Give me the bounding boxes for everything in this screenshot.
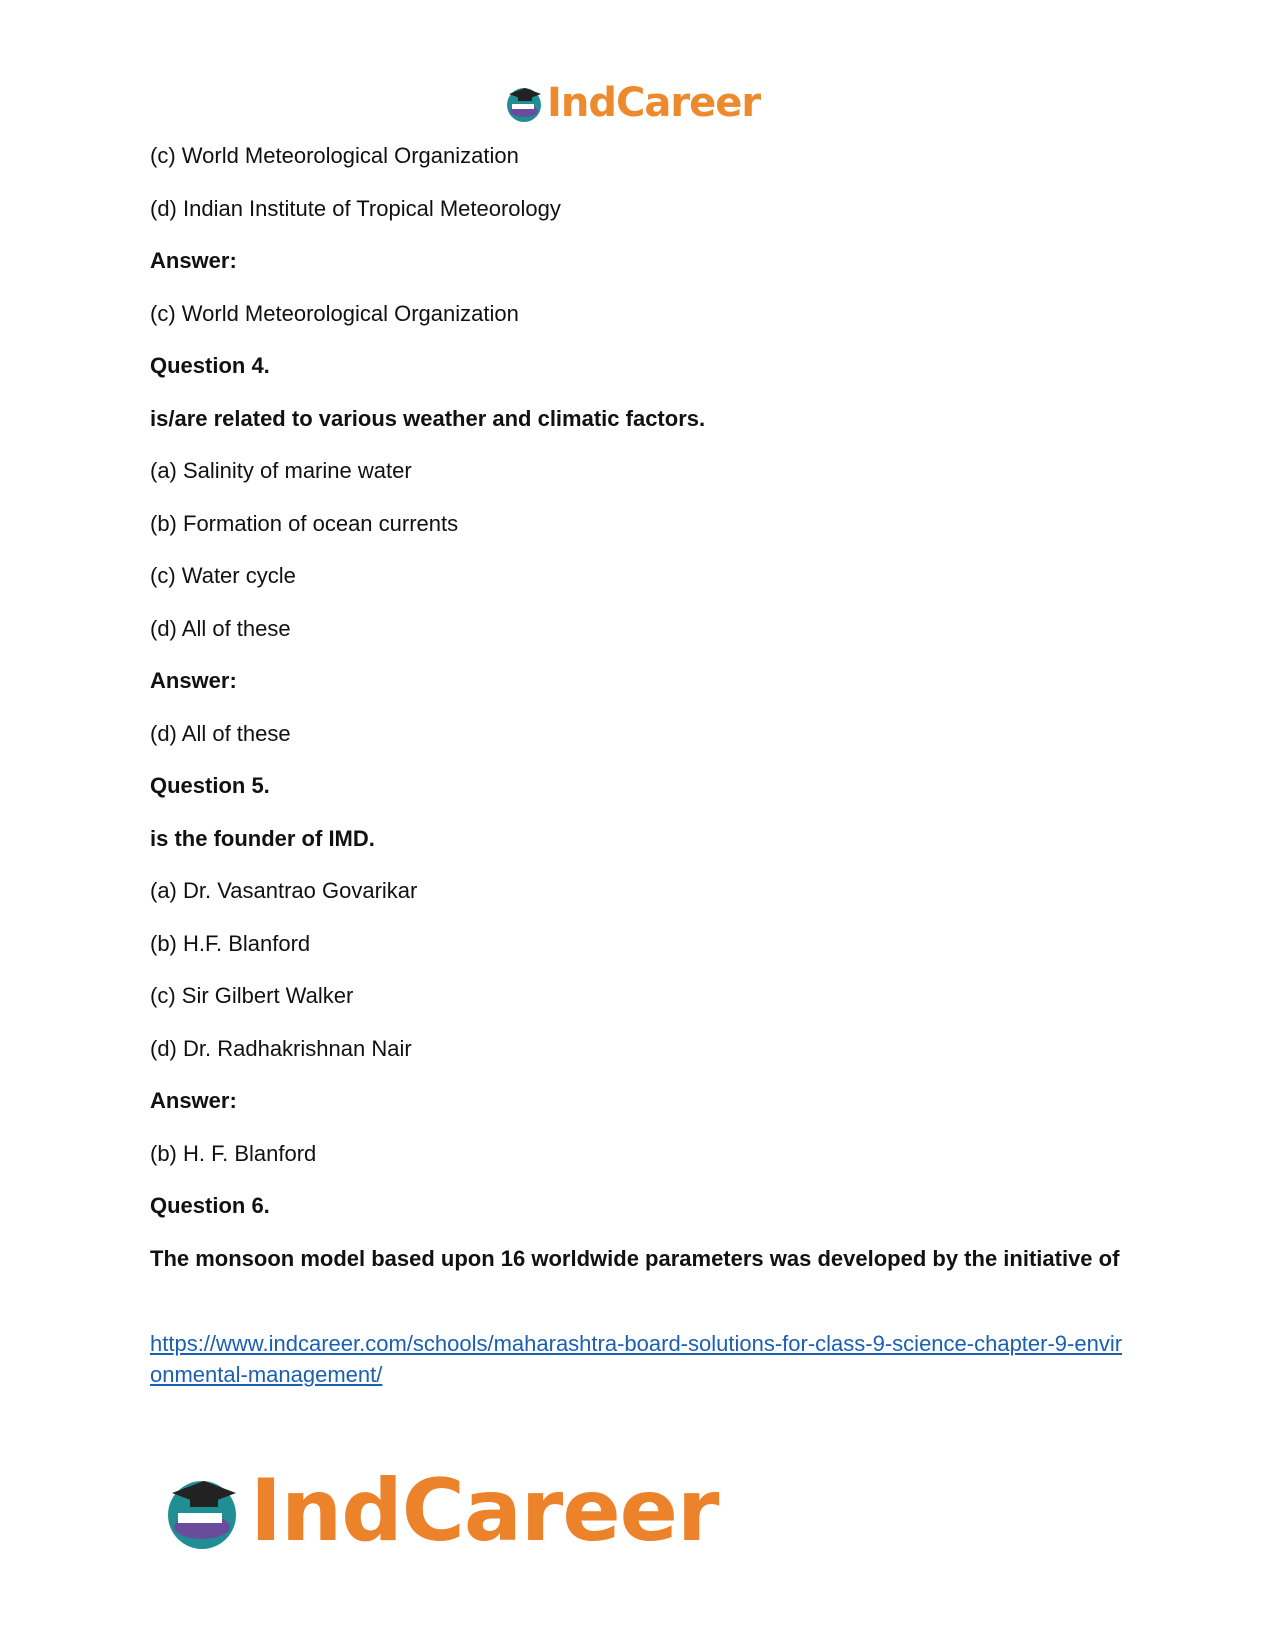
source-link[interactable]: https://www.indcareer.com/schools/maharashtra-board-solutions-for-class-9-science-chapter-9-environmental-management/ [150,1331,1123,1387]
answer-option-c: (c) Water cycle [150,563,296,588]
indcareer-logo-header [503,80,760,126]
answer-option-c: (c) Sir Gilbert Walker [150,983,354,1008]
answer-option-d: (d) Dr. Radhakrishnan Nair [150,1036,412,1061]
answer-text: (b) H. F. Blanford [150,1141,317,1166]
graduation-globe-icon [160,1469,244,1553]
answer-option-d: (d) Indian Institute of Tropical Meteorology [150,196,561,221]
question-heading: Question 5. [150,773,270,798]
graduation-globe-icon [503,82,545,124]
logo-wordmark: IndCareer [547,80,761,126]
answer-text: (d) All of these [150,721,291,746]
answer-option-a: (a) Salinity of marine water [150,458,412,483]
answer-option-b: (b) H.F. Blanford [150,931,311,956]
answer-option-d: (d) All of these [150,616,291,641]
answer-text: (c) World Meteorological Organization [150,301,519,326]
answer-option-b: (b) Formation of ocean currents [150,511,459,536]
question-heading: Question 4. [150,353,270,378]
question-text: The monsoon model based upon 16 worldwide parameters was developed by the initiative of [150,1246,1120,1271]
indcareer-logo-footer [160,1461,719,1561]
question-heading: Question 6. [150,1193,270,1218]
question-text: is/are related to various weather and climatic factors. [150,406,706,431]
answer-label: Answer: [150,1088,237,1113]
question-text: is the founder of IMD. [150,826,375,851]
logo-wordmark: IndCareer [250,1461,719,1561]
answer-label: Answer: [150,248,237,273]
answer-option-c: (c) World Meteorological Organization [150,143,519,168]
answer-option-a: (a) Dr. Vasantrao Govarikar [150,878,418,903]
answer-label: Answer: [150,668,237,693]
